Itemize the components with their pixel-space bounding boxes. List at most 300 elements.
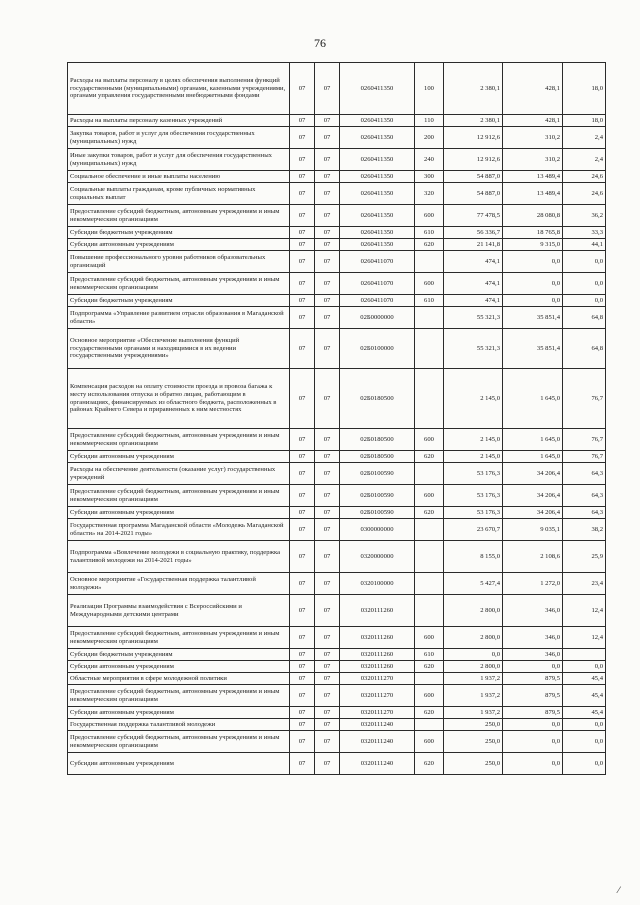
row-subsection: 07: [315, 719, 340, 731]
row-target-article: 0260411350: [340, 183, 415, 205]
row-expense-type: 600: [415, 205, 444, 227]
row-section: 07: [290, 127, 315, 149]
row-actual-amount: 34 206,4: [503, 485, 563, 507]
row-name: Предоставление субсидий бюджетным, автономным учреждениям и иным некоммерческим организациям: [68, 731, 290, 753]
row-actual-amount: 346,0: [503, 627, 563, 649]
row-percent: 23,4: [563, 573, 606, 595]
row-percent: 76,7: [563, 451, 606, 463]
row-section: 07: [290, 205, 315, 227]
row-plan-amount: 0,0: [444, 649, 503, 661]
table-row: [68, 429, 606, 451]
table-row: [68, 329, 606, 369]
row-section: 07: [290, 541, 315, 573]
row-actual-amount: 0,0: [503, 251, 563, 273]
row-subsection: 07: [315, 463, 340, 485]
row-actual-amount: 9 315,0: [503, 239, 563, 251]
row-target-article: 02Б0100590: [340, 463, 415, 485]
row-target-article: 0320111260: [340, 649, 415, 661]
row-subsection: 07: [315, 541, 340, 573]
row-percent: 24,6: [563, 183, 606, 205]
row-actual-amount: 34 206,4: [503, 507, 563, 519]
row-section: 07: [290, 573, 315, 595]
row-actual-amount: 1 645,0: [503, 429, 563, 451]
row-name: Реализация Программы взаимодействия с Всероссийскими и Международными детскими центрами: [68, 595, 290, 627]
row-actual-amount: 346,0: [503, 649, 563, 661]
row-actual-amount: 35 851,4: [503, 329, 563, 369]
row-expense-type: 240: [415, 149, 444, 171]
row-plan-amount: 54 887,0: [444, 171, 503, 183]
table-row: [68, 753, 606, 775]
row-name: Подпрограмма «Управление развитием отрасли образования в Магаданской области»: [68, 307, 290, 329]
row-target-article: 0320111270: [340, 673, 415, 685]
table-row: [68, 719, 606, 731]
row-expense-type: 100: [415, 63, 444, 115]
table-row: [68, 649, 606, 661]
row-subsection: 07: [315, 295, 340, 307]
row-plan-amount: 55 321,3: [444, 307, 503, 329]
row-actual-amount: 428,1: [503, 63, 563, 115]
row-actual-amount: 346,0: [503, 595, 563, 627]
row-plan-amount: 53 176,3: [444, 463, 503, 485]
row-subsection: 07: [315, 329, 340, 369]
table-row: [68, 227, 606, 239]
row-subsection: 07: [315, 753, 340, 775]
row-section: 07: [290, 753, 315, 775]
row-plan-amount: 2 145,0: [444, 451, 503, 463]
table-body: [68, 63, 606, 775]
table-row: [68, 485, 606, 507]
row-section: 07: [290, 307, 315, 329]
row-plan-amount: 53 176,3: [444, 507, 503, 519]
row-expense-type: 300: [415, 171, 444, 183]
row-plan-amount: 2 800,0: [444, 595, 503, 627]
row-actual-amount: 18 765,8: [503, 227, 563, 239]
row-section: 07: [290, 295, 315, 307]
row-plan-amount: 12 912,6: [444, 127, 503, 149]
row-name: Социальные выплаты гражданам, кроме публичных нормативных социальных выплат: [68, 183, 290, 205]
row-section: 07: [290, 627, 315, 649]
row-plan-amount: 56 336,7: [444, 227, 503, 239]
row-name: Государственная программа Магаданской области «Молодежь Магаданской области» на 2014-2021 годы»: [68, 519, 290, 541]
row-section: 07: [290, 239, 315, 251]
row-plan-amount: 53 176,3: [444, 485, 503, 507]
table-row: [68, 673, 606, 685]
row-percent: 76,7: [563, 429, 606, 451]
row-name: Расходы на выплаты персоналу в целях обеспечения выполнения функций государственными (муниципальными) органами, казенными учреждениями, органами управления государственными внебюджетными фондами: [68, 63, 290, 115]
row-expense-type: 620: [415, 707, 444, 719]
row-name: Предоставление субсидий бюджетным, автономным учреждениям и иным некоммерческим организациям: [68, 627, 290, 649]
row-target-article: 02Б0180500: [340, 369, 415, 429]
row-section: 07: [290, 329, 315, 369]
row-name: Субсидии бюджетным учреждениям: [68, 295, 290, 307]
row-target-article: 0260411070: [340, 273, 415, 295]
row-actual-amount: 0,0: [503, 719, 563, 731]
row-expense-type: 600: [415, 685, 444, 707]
row-percent: 0,0: [563, 273, 606, 295]
table-row: [68, 251, 606, 273]
row-name: Социальное обеспечение и иные выплаты населению: [68, 171, 290, 183]
row-expense-type: 200: [415, 127, 444, 149]
row-percent: 24,6: [563, 171, 606, 183]
table-row: [68, 707, 606, 719]
row-percent: 38,2: [563, 519, 606, 541]
row-section: 07: [290, 519, 315, 541]
table-row: [68, 307, 606, 329]
row-percent: 0,0: [563, 731, 606, 753]
row-percent: 0,0: [563, 251, 606, 273]
row-plan-amount: 21 141,8: [444, 239, 503, 251]
row-actual-amount: 310,2: [503, 149, 563, 171]
row-target-article: 02Б0100590: [340, 507, 415, 519]
row-subsection: 07: [315, 485, 340, 507]
row-name: Субсидии автономным учреждениям: [68, 239, 290, 251]
row-subsection: 07: [315, 707, 340, 719]
row-plan-amount: 54 887,0: [444, 183, 503, 205]
row-percent: [563, 649, 606, 661]
row-section: 07: [290, 115, 315, 127]
row-percent: 45,4: [563, 707, 606, 719]
row-target-article: 0320111260: [340, 595, 415, 627]
row-target-article: 0260411350: [340, 127, 415, 149]
row-target-article: 02Б0180500: [340, 429, 415, 451]
row-percent: 12,4: [563, 627, 606, 649]
row-expense-type: 620: [415, 451, 444, 463]
row-actual-amount: 0,0: [503, 661, 563, 673]
row-percent: 0,0: [563, 719, 606, 731]
row-plan-amount: 12 912,6: [444, 149, 503, 171]
row-name: Расходы на выплаты персоналу казенных учреждений: [68, 115, 290, 127]
row-target-article: 0320000000: [340, 541, 415, 573]
table-row: [68, 541, 606, 573]
row-subsection: 07: [315, 595, 340, 627]
table-row: [68, 685, 606, 707]
page-number: 76: [314, 36, 326, 50]
row-name: Расходы на обеспечение деятельности (оказание услуг) государственных учреждений: [68, 463, 290, 485]
row-actual-amount: 9 035,1: [503, 519, 563, 541]
row-percent: 18,0: [563, 115, 606, 127]
table-row: [68, 183, 606, 205]
row-subsection: 07: [315, 731, 340, 753]
row-subsection: 07: [315, 685, 340, 707]
row-name: Субсидии автономным учреждениям: [68, 451, 290, 463]
row-subsection: 07: [315, 507, 340, 519]
row-subsection: 07: [315, 673, 340, 685]
row-subsection: 07: [315, 115, 340, 127]
row-section: 07: [290, 595, 315, 627]
table-row: [68, 661, 606, 673]
row-actual-amount: 879,5: [503, 685, 563, 707]
row-target-article: 0260411350: [340, 171, 415, 183]
row-percent: 12,4: [563, 595, 606, 627]
row-subsection: 07: [315, 369, 340, 429]
row-section: 07: [290, 707, 315, 719]
row-section: 07: [290, 369, 315, 429]
row-subsection: 07: [315, 307, 340, 329]
row-target-article: 0260411350: [340, 115, 415, 127]
table-row: [68, 115, 606, 127]
row-target-article: 02Б0180500: [340, 451, 415, 463]
row-percent: 18,0: [563, 63, 606, 115]
table-row: [68, 519, 606, 541]
row-actual-amount: 0,0: [503, 731, 563, 753]
row-expense-type: 600: [415, 429, 444, 451]
table-row: [68, 239, 606, 251]
row-plan-amount: 250,0: [444, 753, 503, 775]
row-expense-type: 600: [415, 627, 444, 649]
row-target-article: 0320111260: [340, 661, 415, 673]
row-expense-type: 610: [415, 295, 444, 307]
row-plan-amount: 8 155,0: [444, 541, 503, 573]
row-expense-type: 610: [415, 227, 444, 239]
row-plan-amount: 474,1: [444, 295, 503, 307]
table-row: [68, 369, 606, 429]
row-plan-amount: 474,1: [444, 251, 503, 273]
row-target-article: 0260411350: [340, 239, 415, 251]
row-expense-type: [415, 673, 444, 685]
row-plan-amount: 474,1: [444, 273, 503, 295]
row-target-article: 02Б0000000: [340, 307, 415, 329]
row-expense-type: 620: [415, 753, 444, 775]
row-expense-type: 620: [415, 239, 444, 251]
row-expense-type: [415, 251, 444, 273]
row-section: 07: [290, 451, 315, 463]
row-target-article: 0260411070: [340, 251, 415, 273]
row-target-article: 0320111270: [340, 685, 415, 707]
table-row: [68, 507, 606, 519]
row-subsection: 07: [315, 573, 340, 595]
budget-execution-table: [67, 62, 606, 775]
row-subsection: 07: [315, 429, 340, 451]
row-expense-type: [415, 595, 444, 627]
table-row: [68, 273, 606, 295]
row-section: 07: [290, 719, 315, 731]
row-plan-amount: 250,0: [444, 719, 503, 731]
table-row: [68, 295, 606, 307]
row-percent: 45,4: [563, 685, 606, 707]
row-section: 07: [290, 507, 315, 519]
row-section: 07: [290, 273, 315, 295]
row-name: Иные закупки товаров, работ и услуг для обеспечения государственных (муниципальных) нужд: [68, 149, 290, 171]
row-target-article: 02Б0100590: [340, 485, 415, 507]
row-expense-type: [415, 307, 444, 329]
row-plan-amount: 5 427,4: [444, 573, 503, 595]
row-name: Субсидии бюджетным учреждениям: [68, 649, 290, 661]
table-row: [68, 127, 606, 149]
row-plan-amount: 250,0: [444, 731, 503, 753]
row-name: Подпрограмма «Вовлечение молодежи в социальную практику, поддержка талантливой молодежи на 2014-2021 годы»: [68, 541, 290, 573]
row-target-article: 0320111270: [340, 707, 415, 719]
row-target-article: 0260411350: [340, 149, 415, 171]
row-expense-type: [415, 541, 444, 573]
row-target-article: 0320111240: [340, 731, 415, 753]
row-subsection: 07: [315, 171, 340, 183]
row-plan-amount: 2 800,0: [444, 661, 503, 673]
row-section: 07: [290, 661, 315, 673]
row-actual-amount: 28 080,8: [503, 205, 563, 227]
row-subsection: 07: [315, 649, 340, 661]
row-percent: 25,9: [563, 541, 606, 573]
row-actual-amount: 1 645,0: [503, 369, 563, 429]
table-row: [68, 171, 606, 183]
row-section: 07: [290, 149, 315, 171]
row-subsection: 07: [315, 239, 340, 251]
row-name: Областные мероприятия в сфере молодежной политики: [68, 673, 290, 685]
table-row: [68, 205, 606, 227]
row-plan-amount: 55 321,3: [444, 329, 503, 369]
row-actual-amount: 1 645,0: [503, 451, 563, 463]
row-expense-type: [415, 369, 444, 429]
row-expense-type: [415, 519, 444, 541]
row-subsection: 07: [315, 227, 340, 239]
row-target-article: 0260411350: [340, 63, 415, 115]
row-target-article: 0320111240: [340, 753, 415, 775]
row-section: 07: [290, 649, 315, 661]
row-subsection: 07: [315, 205, 340, 227]
row-name: Предоставление субсидий бюджетным, автономным учреждениям и иным некоммерческим организациям: [68, 485, 290, 507]
row-percent: 0,0: [563, 753, 606, 775]
row-plan-amount: 2 145,0: [444, 369, 503, 429]
row-expense-type: 610: [415, 649, 444, 661]
row-actual-amount: 35 851,4: [503, 307, 563, 329]
row-actual-amount: 0,0: [503, 273, 563, 295]
row-percent: 0,0: [563, 295, 606, 307]
row-name: Субсидии автономным учреждениям: [68, 507, 290, 519]
row-section: 07: [290, 171, 315, 183]
row-plan-amount: 2 800,0: [444, 627, 503, 649]
table-row: [68, 627, 606, 649]
row-name: Компенсация расходов на оплату стоимости проезда и провоза багажа к месту использования отпуска и обратно лицам, работающим в организациях, финансируемых из областного бюджета, расположенных в районах Крайнего Севера и приравненных к ним местностях: [68, 369, 290, 429]
row-plan-amount: 77 478,5: [444, 205, 503, 227]
row-actual-amount: 34 206,4: [503, 463, 563, 485]
row-plan-amount: 1 937,2: [444, 673, 503, 685]
row-percent: 0,0: [563, 661, 606, 673]
row-section: 07: [290, 183, 315, 205]
row-name: Основное мероприятие «Обеспечение выполнения функций государственными органами и находящимися в их ведении государственными учреждениями»: [68, 329, 290, 369]
row-section: 07: [290, 429, 315, 451]
row-percent: 44,1: [563, 239, 606, 251]
row-name: Основное мероприятие «Государственная поддержка талантливой молодежи»: [68, 573, 290, 595]
row-name: Предоставление субсидий бюджетным, автономным учреждениям и иным некоммерческим организациям: [68, 205, 290, 227]
row-expense-type: 320: [415, 183, 444, 205]
row-name: Предоставление субсидий бюджетным, автономным учреждениям и иным некоммерческим организациям: [68, 685, 290, 707]
row-target-article: 0300000000: [340, 519, 415, 541]
row-percent: 64,3: [563, 485, 606, 507]
margin-mark-icon: ⁄: [618, 886, 620, 896]
row-plan-amount: 1 937,2: [444, 685, 503, 707]
row-name: Повышение профессионального уровня работников образовательных организаций: [68, 251, 290, 273]
row-actual-amount: 13 489,4: [503, 183, 563, 205]
row-expense-type: [415, 329, 444, 369]
row-target-article: 0260411350: [340, 227, 415, 239]
row-percent: 45,4: [563, 673, 606, 685]
row-percent: 76,7: [563, 369, 606, 429]
row-section: 07: [290, 485, 315, 507]
row-actual-amount: 428,1: [503, 115, 563, 127]
row-actual-amount: 0,0: [503, 295, 563, 307]
row-expense-type: [415, 719, 444, 731]
row-percent: 33,3: [563, 227, 606, 239]
row-section: 07: [290, 673, 315, 685]
row-subsection: 07: [315, 451, 340, 463]
row-subsection: 07: [315, 183, 340, 205]
row-actual-amount: 879,5: [503, 673, 563, 685]
row-expense-type: 110: [415, 115, 444, 127]
table-row: [68, 463, 606, 485]
row-section: 07: [290, 251, 315, 273]
row-expense-type: [415, 573, 444, 595]
row-plan-amount: 2 380,1: [444, 115, 503, 127]
row-section: 07: [290, 685, 315, 707]
row-subsection: 07: [315, 627, 340, 649]
row-actual-amount: 2 108,6: [503, 541, 563, 573]
row-percent: 2,4: [563, 127, 606, 149]
row-expense-type: 620: [415, 661, 444, 673]
row-target-article: 0320111260: [340, 627, 415, 649]
row-percent: 64,3: [563, 463, 606, 485]
row-percent: 64,8: [563, 329, 606, 369]
row-subsection: 07: [315, 63, 340, 115]
row-percent: 36,2: [563, 205, 606, 227]
row-percent: 64,8: [563, 307, 606, 329]
row-target-article: 0260411070: [340, 295, 415, 307]
table-row: [68, 149, 606, 171]
row-section: 07: [290, 463, 315, 485]
row-plan-amount: 2 145,0: [444, 429, 503, 451]
row-target-article: 02Б0100000: [340, 329, 415, 369]
row-name: Субсидии автономным учреждениям: [68, 707, 290, 719]
row-name: Закупка товаров, работ и услуг для обеспечения государственных (муниципальных) нужд: [68, 127, 290, 149]
row-name: Субсидии бюджетным учреждениям: [68, 227, 290, 239]
row-subsection: 07: [315, 661, 340, 673]
table-row: [68, 595, 606, 627]
row-expense-type: 600: [415, 731, 444, 753]
table-row: [68, 731, 606, 753]
row-expense-type: [415, 463, 444, 485]
row-plan-amount: 23 670,7: [444, 519, 503, 541]
row-actual-amount: 13 489,4: [503, 171, 563, 183]
row-target-article: 0320100000: [340, 573, 415, 595]
row-subsection: 07: [315, 519, 340, 541]
row-target-article: 0260411350: [340, 205, 415, 227]
table-row: [68, 451, 606, 463]
row-expense-type: 600: [415, 273, 444, 295]
table-row: [68, 63, 606, 115]
row-target-article: 0320111240: [340, 719, 415, 731]
row-expense-type: 620: [415, 507, 444, 519]
row-subsection: 07: [315, 149, 340, 171]
row-actual-amount: 1 272,0: [503, 573, 563, 595]
row-name: Субсидии автономным учреждениям: [68, 661, 290, 673]
row-actual-amount: 879,5: [503, 707, 563, 719]
row-name: Предоставление субсидий бюджетным, автономным учреждениям и иным некоммерческим организациям: [68, 273, 290, 295]
row-section: 07: [290, 731, 315, 753]
row-name: Государственная поддержка талантливой молодежи: [68, 719, 290, 731]
row-name: Предоставление субсидий бюджетным, автономным учреждениям и иным некоммерческим организациям: [68, 429, 290, 451]
row-subsection: 07: [315, 273, 340, 295]
row-section: 07: [290, 63, 315, 115]
row-plan-amount: 2 380,1: [444, 63, 503, 115]
row-percent: 2,4: [563, 149, 606, 171]
row-subsection: 07: [315, 251, 340, 273]
row-subsection: 07: [315, 127, 340, 149]
row-actual-amount: 310,2: [503, 127, 563, 149]
table-row: [68, 573, 606, 595]
row-expense-type: 600: [415, 485, 444, 507]
row-percent: 64,3: [563, 507, 606, 519]
row-section: 07: [290, 227, 315, 239]
row-name: Субсидии автономным учреждениям: [68, 753, 290, 775]
row-plan-amount: 1 937,2: [444, 707, 503, 719]
